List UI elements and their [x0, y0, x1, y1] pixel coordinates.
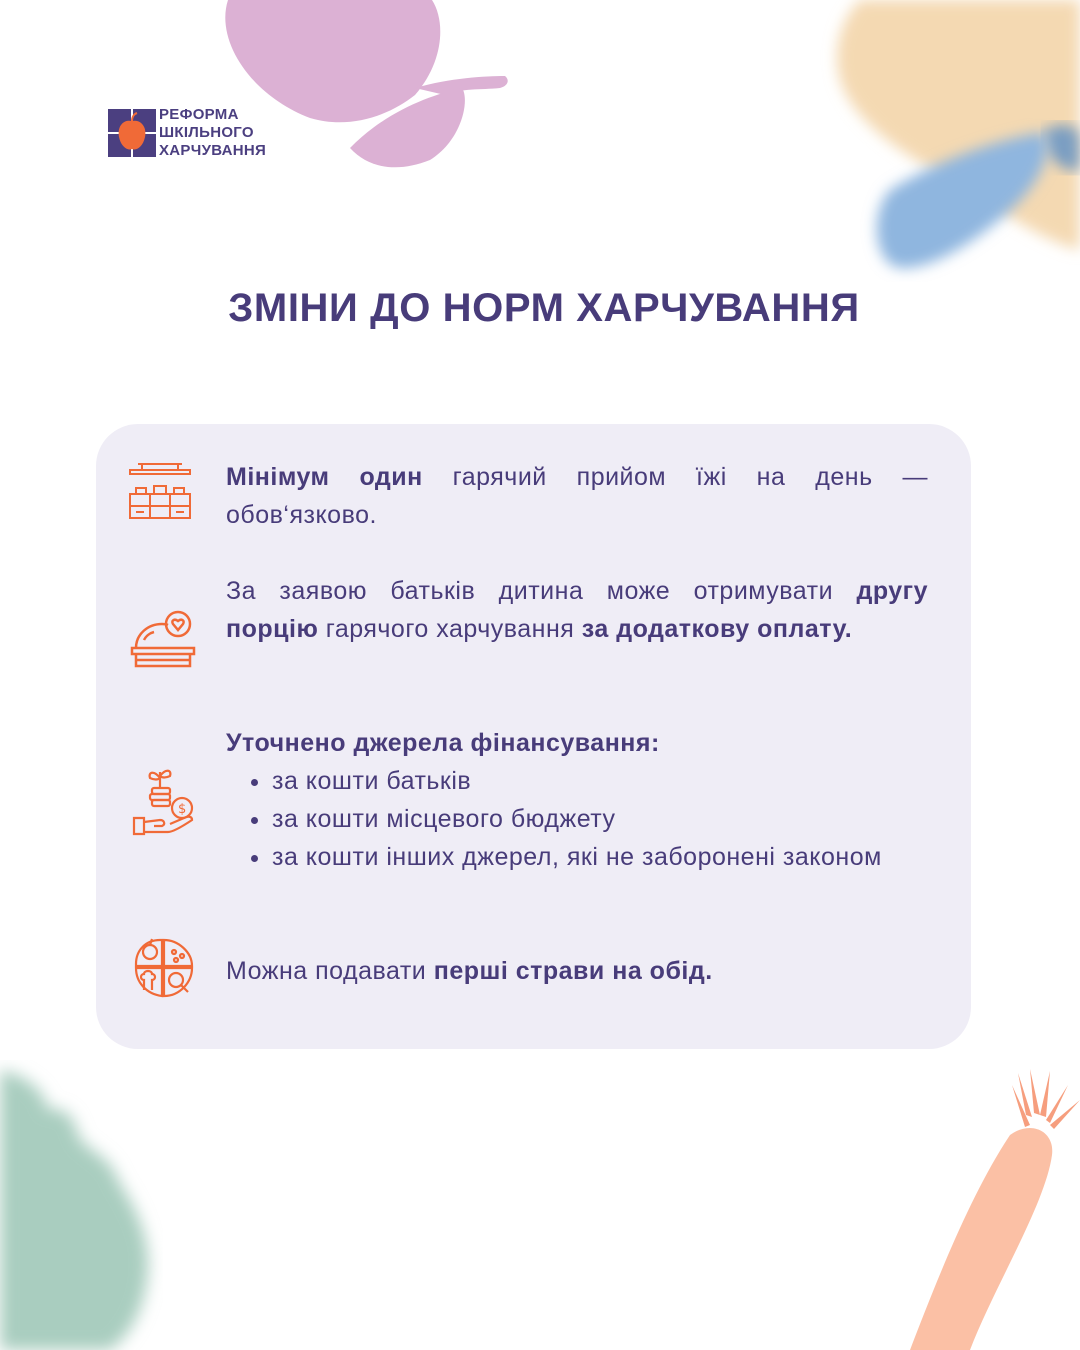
hot-meal-item — [226, 458, 928, 534]
brand-logo — [108, 106, 266, 160]
logo-line-3: ХАРЧУВАННЯ — [159, 142, 267, 159]
second-portion-bold-1: другу порцію — [226, 577, 928, 643]
decorative-peach-blob — [820, 0, 1080, 290]
funding-item — [226, 724, 928, 876]
logo-line-2: ШКІЛЬНОГО — [159, 124, 254, 141]
first-courses-item — [226, 952, 928, 990]
hot-meal-text: гарячий прийом їжі на день — обов‘язково. — [226, 463, 929, 529]
decorative-green-blob — [0, 1060, 170, 1350]
decorative-carrot — [900, 1065, 1080, 1350]
second-portion-text-2: гарячого харчування — [318, 615, 582, 643]
logo-wordmark — [159, 106, 266, 160]
school-kitchen-icon — [128, 460, 192, 522]
logo-line-1: РЕФОРМА — [159, 106, 239, 123]
first-courses-text: Можна подавати — [226, 957, 434, 985]
hot-meal-bold: Мінімум один — [226, 463, 423, 491]
page-title: ЗМІНИ ДО НОРМ ХАРЧУВАННЯ — [228, 286, 860, 330]
second-portion-text-1: За заявою батьків дитина може отримувати — [226, 577, 857, 605]
second-portion-bold-2: за додаткову оплату. — [581, 615, 853, 643]
money-hand-icon — [130, 766, 196, 838]
svg-text:$: $ — [178, 802, 187, 817]
first-courses-bold: перші страви на обід. — [433, 957, 713, 985]
funding-heading-text: Уточнено джерела фінансування: — [226, 729, 660, 757]
funding-source-item: • за кошти батьків — [272, 762, 928, 800]
food-tray-heart-icon — [128, 608, 198, 672]
logo-emblem-icon — [108, 109, 156, 157]
funding-source-item: • за кошти інших джерел, які не заборонені законом — [272, 838, 928, 876]
food-groups-icon — [130, 934, 196, 1000]
funding-source-item: • за кошти місцевого бюджету — [272, 800, 928, 838]
funding-heading — [226, 724, 928, 762]
funding-sources-list — [226, 762, 928, 876]
second-portion-item — [226, 572, 928, 648]
